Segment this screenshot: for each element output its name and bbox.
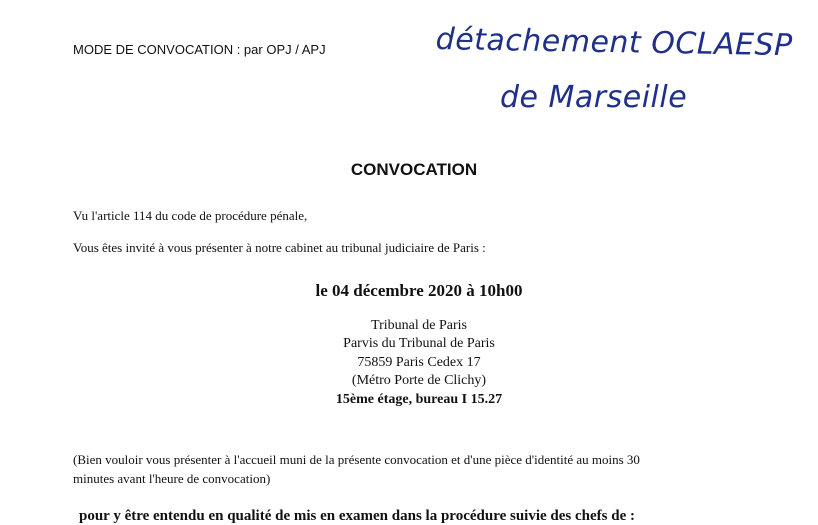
address-line: Parvis du Tribunal de Paris bbox=[343, 336, 495, 351]
document-title: CONVOCATION bbox=[350, 160, 478, 179]
handwritten-annotation-line1: détachement OCLAESP bbox=[435, 22, 793, 64]
office-location: 15ème étage, bureau I 15.27 bbox=[335, 392, 503, 407]
charges-intro-line: pour y être entendu en qualité de mis en examen dans la procédure suivie des chefs de : bbox=[79, 508, 635, 524]
address-line: Tribunal de Paris bbox=[371, 318, 467, 333]
invitation-paragraph: Vous êtes invité à vous présenter à notre cabinet au tribunal judiciaire de Paris : bbox=[73, 240, 486, 255]
address-line: (Métro Porte de Clichy) bbox=[351, 373, 487, 388]
mode-de-convocation-line: MODE DE CONVOCATION : par OPJ / APJ bbox=[73, 42, 326, 57]
instructions-note-line2: minutes avant l'heure de convocation) bbox=[73, 471, 271, 486]
address-line: 75859 Paris Cedex 17 bbox=[357, 355, 481, 370]
instructions-note-line1: (Bien vouloir vous présenter à l'accueil muni de la présente convocation et d'une pièce d'identité au moins 30 bbox=[73, 452, 640, 467]
handwritten-annotation-line2: de Marseille bbox=[500, 80, 688, 115]
legal-basis-paragraph: Vu l'article 114 du code de procédure pénale, bbox=[73, 208, 308, 223]
appointment-date: le 04 décembre 2020 à 10h00 bbox=[315, 281, 523, 300]
